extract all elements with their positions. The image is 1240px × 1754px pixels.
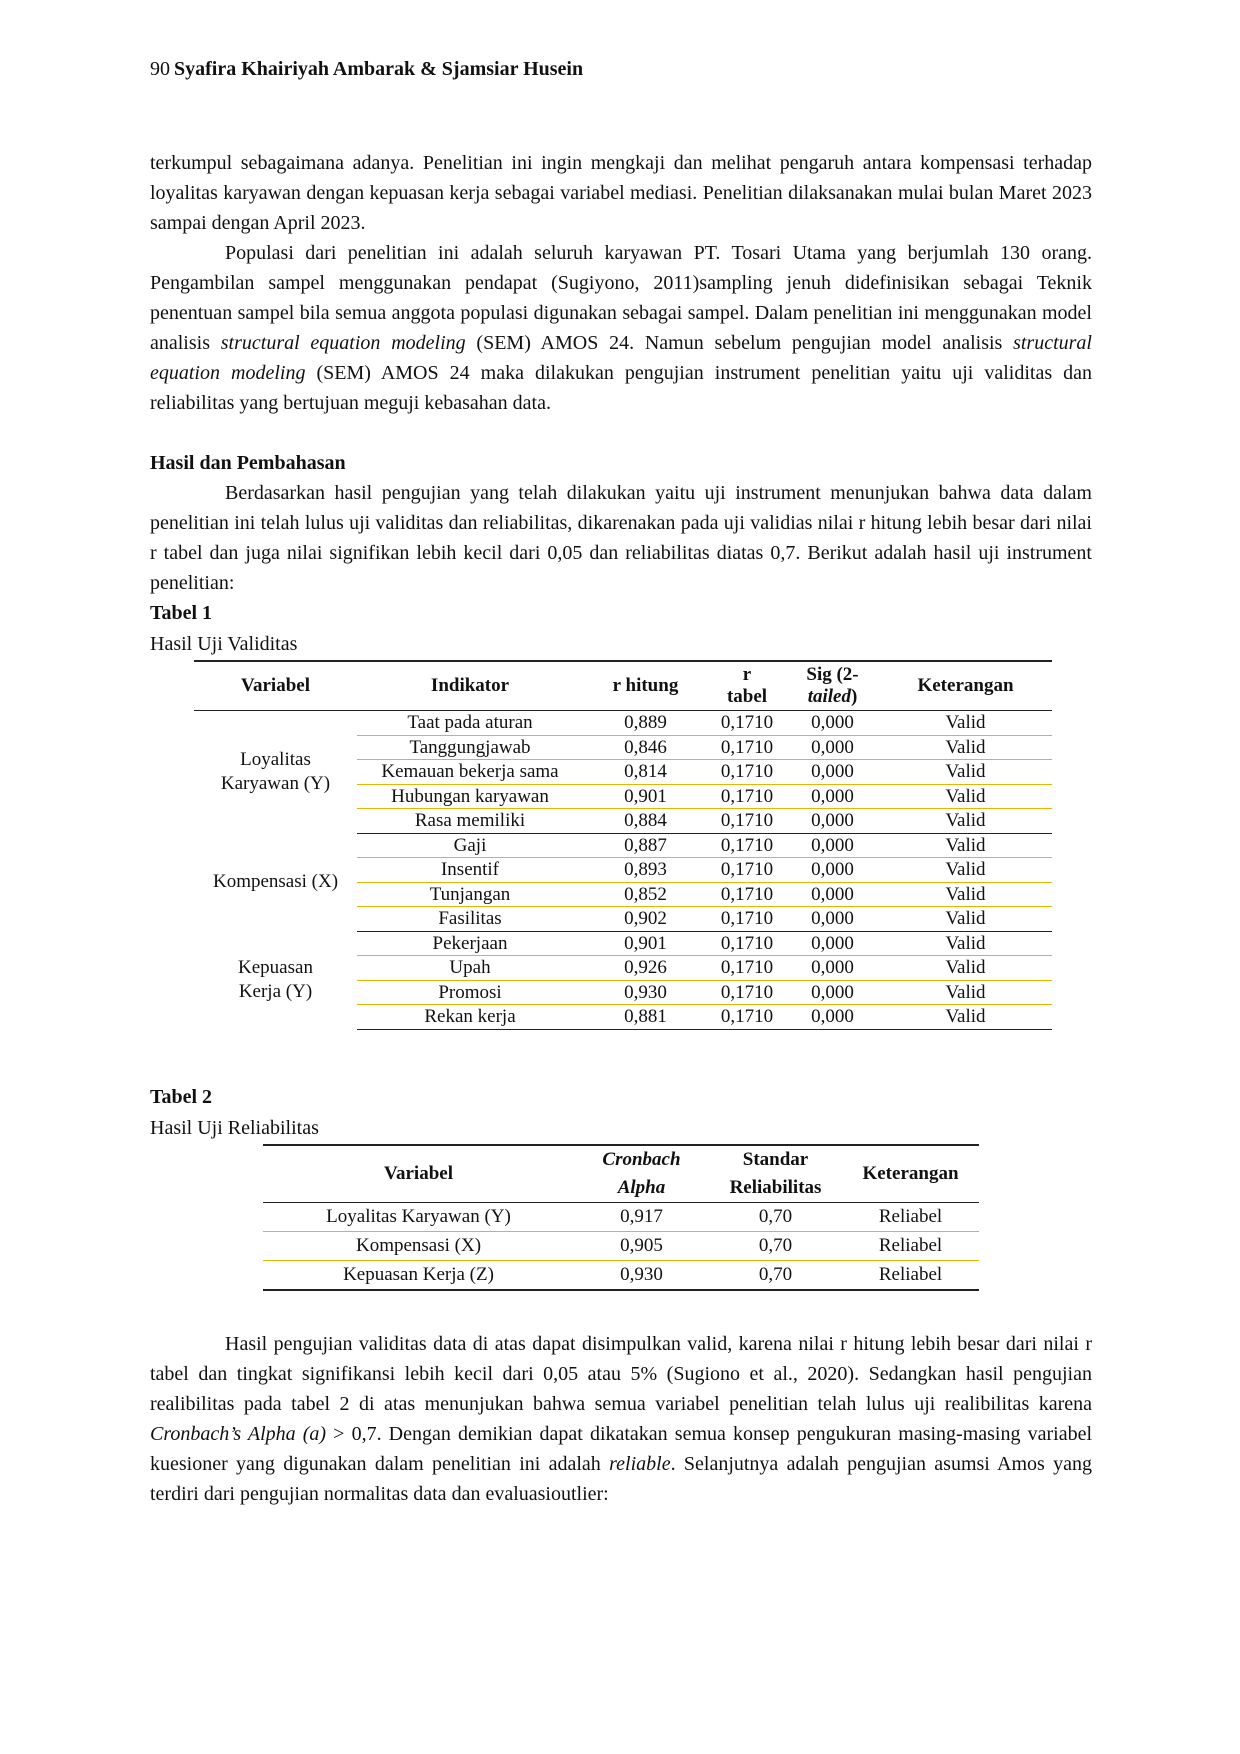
r-tabel-cell: 0,1710 <box>708 760 786 785</box>
sig-cell: 0,000 <box>786 956 879 981</box>
table-header-row <box>194 661 1052 711</box>
keterangan-cell: Reliabel <box>842 1231 979 1260</box>
indikator-cell: Tunjangan <box>357 882 583 907</box>
indikator-cell: Rekan kerja <box>357 1005 583 1030</box>
standar-line2: Reliabilitas <box>729 1176 822 1198</box>
indikator-cell: Gaji <box>357 833 583 858</box>
variable-label-line2: Kerja (Y) <box>238 981 313 1002</box>
variable-cell <box>194 931 357 1029</box>
indikator-cell: Upah <box>357 956 583 981</box>
indikator-cell: Pekerjaan <box>357 931 583 956</box>
table-row <box>263 1231 979 1260</box>
r-hitung-cell: 0,901 <box>583 931 708 956</box>
reliability-table <box>263 1144 979 1291</box>
alpha-cell: 0,917 <box>574 1202 709 1231</box>
sig-cell: 0,000 <box>786 931 879 956</box>
indikator-cell: Promosi <box>357 980 583 1005</box>
r-tabel-cell: 0,1710 <box>708 980 786 1005</box>
sig-cell: 0,000 <box>786 907 879 932</box>
r-tabel-cell: 0,1710 <box>708 907 786 932</box>
keterangan-cell: Valid <box>879 809 1052 834</box>
r-tabel-cell: 0,1710 <box>708 858 786 883</box>
r-tabel-line2: tabel <box>726 686 768 707</box>
indikator-cell: Insentif <box>357 858 583 883</box>
keterangan-cell: Valid <box>879 858 1052 883</box>
sig-cell: 0,000 <box>786 882 879 907</box>
table-row <box>194 931 1052 956</box>
running-header <box>150 58 583 81</box>
paragraph-4-text-3: . Selanjutnya adalah pengujian asumsi Amos yang terdiri dari pengujian normalitas data dan evaluasioutlier: <box>150 1452 1093 1505</box>
col-header-indikator: Indikator <box>430 675 510 696</box>
r-tabel-cell: 0,1710 <box>708 735 786 760</box>
validity-table <box>194 660 1052 1030</box>
keterangan-cell: Valid <box>879 907 1052 932</box>
r-hitung-cell: 0,814 <box>583 760 708 785</box>
alpha-cell: 0,905 <box>574 1231 709 1260</box>
variable-cell <box>194 833 357 931</box>
col-header-r-hitung: r hitung <box>612 675 679 696</box>
r-hitung-cell: 0,889 <box>583 711 708 736</box>
table-2-number: Tabel 2 <box>150 1085 213 1108</box>
sig-line2: tailed <box>807 686 851 707</box>
table-row <box>263 1260 979 1290</box>
sig-cell: 0,000 <box>786 784 879 809</box>
variable-label-line2: Karyawan (Y) <box>220 773 331 794</box>
keterangan-cell: Valid <box>879 784 1052 809</box>
r-hitung-cell: 0,901 <box>583 784 708 809</box>
table-row <box>263 1202 979 1231</box>
r-hitung-cell: 0,926 <box>583 956 708 981</box>
indikator-cell: Rasa memiliki <box>357 809 583 834</box>
sig-cell: 0,000 <box>786 858 879 883</box>
variable-label-line1: Kompensasi (X) <box>212 871 339 892</box>
indikator-cell: Kemauan bekerja sama <box>357 760 583 785</box>
keterangan-cell: Valid <box>879 980 1052 1005</box>
r-hitung-cell: 0,846 <box>583 735 708 760</box>
indikator-cell: Hubungan karyawan <box>357 784 583 809</box>
table-1-number: Tabel 1 <box>150 602 213 624</box>
validity-table-body <box>194 711 1052 1030</box>
col-header-keterangan: Keterangan <box>917 675 1014 696</box>
keterangan-cell: Valid <box>879 882 1052 907</box>
col-header-variabel: Variabel <box>241 675 310 696</box>
table-row <box>194 711 1052 736</box>
table-header-row <box>263 1145 979 1203</box>
alpha-cell: 0,930 <box>574 1260 709 1290</box>
paragraph-4-text-2: > 0,7. Dengan demikian dapat dikatakan semua konsep pengukuran masing-masing variabel kuesioner yang digunakan dalam penelitian ini adalah <box>150 1422 1093 1475</box>
paragraph-4 <box>150 1329 1092 1509</box>
r-tabel-cell: 0,1710 <box>708 711 786 736</box>
keterangan-cell: Valid <box>879 956 1052 981</box>
keterangan-cell: Valid <box>879 1005 1052 1030</box>
r-tabel-cell: 0,1710 <box>708 809 786 834</box>
table-1-title: Hasil Uji Validitas <box>150 633 298 655</box>
r-hitung-cell: 0,884 <box>583 809 708 834</box>
paragraph-2-italic-2: structural equation modeling <box>150 332 1092 384</box>
r-hitung-cell: 0,902 <box>583 907 708 932</box>
paragraph-2-italic-1: structural equation modeling <box>220 332 466 354</box>
sig-cell: 0,000 <box>786 980 879 1005</box>
r-hitung-cell: 0,852 <box>583 882 708 907</box>
paragraph-2-text-3: (SEM) AMOS 24 maka dilakukan pengujian instrument penelitian yaitu uji validitas dan reliabilitas yang bertujuan meguji kebasahan data. <box>150 362 1092 414</box>
paragraph-3: Berdasarkan hasil pengujian yang telah dilakukan yaitu uji instrument menunjukan bahwa data dalam penelitian ini telah lulus uji validitas dan reliabilitas, dikarenakan pada uji validias nilai r hitung lebih besar dari nilai r tabel dan juga nilai signifikan lebih kecil dari 0,05 dan reliabilitas diatas 0,7. Berikut adalah hasil uji instrument penelitian: <box>150 482 1092 594</box>
cronbach-line2: Alpha <box>617 1176 666 1198</box>
sig-line2-paren: ) <box>850 686 858 707</box>
indikator-cell: Fasilitas <box>357 907 583 932</box>
sig-cell: 0,000 <box>786 833 879 858</box>
variable-label-line1: Loyalitas <box>240 749 311 770</box>
keterangan-cell: Reliabel <box>842 1260 979 1290</box>
keterangan-cell: Valid <box>879 711 1052 736</box>
table-row <box>194 833 1052 858</box>
sig-cell: 0,000 <box>786 809 879 834</box>
section-heading: Hasil dan Pembahasan <box>150 452 346 474</box>
page-number: 90 <box>150 58 170 80</box>
cronbach-line1: Cronbach <box>602 1148 681 1170</box>
keterangan-cell: Valid <box>879 833 1052 858</box>
col-header-sig <box>786 661 879 711</box>
r-hitung-cell: 0,893 <box>583 858 708 883</box>
sig-cell: 0,000 <box>786 711 879 736</box>
col-header-r-tabel <box>708 661 786 711</box>
sig-cell: 0,000 <box>786 735 879 760</box>
standar-cell: 0,70 <box>709 1260 842 1290</box>
keterangan-cell: Valid <box>879 760 1052 785</box>
body-text <box>150 148 1092 1509</box>
indikator-cell: Tanggungjawab <box>357 735 583 760</box>
paragraph-4-text-1: Hasil pengujian validitas data di atas dapat disimpulkan valid, karena nilai r hitung lebih besar dari nilai r tabel dan tingkat signifikansi lebih kecil dari 0,05 atau 5% (Sugiono et al., 2020). Sedangkan hasil pengujian realibilitas pada tabel 2 di atas menunjukan bahwa semua variabel penelitian telah lulus uji realibilitas karena <box>150 1332 1092 1415</box>
r-hitung-cell: 0,881 <box>583 1005 708 1030</box>
variabel-cell: Loyalitas Karyawan (Y) <box>263 1202 574 1231</box>
variable-label-line1: Kepuasan <box>238 957 313 978</box>
paragraph-4-italic-2: reliable <box>609 1452 671 1475</box>
paragraph-2-text-2: (SEM) AMOS 24. Namun sebelum pengujian model analisis <box>465 332 1014 354</box>
standar-cell: 0,70 <box>709 1231 842 1260</box>
r-tabel-line1: r <box>742 664 752 685</box>
reliability-table-body <box>263 1202 979 1290</box>
sig-cell: 0,000 <box>786 1005 879 1030</box>
r-tabel-cell: 0,1710 <box>708 882 786 907</box>
indikator-cell: Taat pada aturan <box>357 711 583 736</box>
paragraph-2 <box>150 238 1092 418</box>
r-hitung-cell: 0,887 <box>583 833 708 858</box>
standar-line1: Standar <box>742 1148 809 1170</box>
paragraph-1: terkumpul sebagaimana adanya. Penelitian ini ingin mengkaji dan melihat pengaruh antara kompensasi terhadap loyalitas karyawan dengan kepuasan kerja sebagai variabel mediasi. Penelitian dilaksanakan mulai bulan Maret 2023 sampai dengan April 2023. <box>150 152 1092 234</box>
keterangan-cell: Valid <box>879 735 1052 760</box>
standar-cell: 0,70 <box>709 1202 842 1231</box>
r-tabel-cell: 0,1710 <box>708 784 786 809</box>
variabel-cell: Kompensasi (X) <box>263 1231 574 1260</box>
variable-cell <box>194 711 357 834</box>
running-header-authors: Syafira Khairiyah Ambarak & Sjamsiar Husein <box>174 58 584 80</box>
col-header-variabel: Variabel <box>384 1162 453 1184</box>
r-tabel-cell: 0,1710 <box>708 1005 786 1030</box>
r-tabel-cell: 0,1710 <box>708 956 786 981</box>
r-hitung-cell: 0,930 <box>583 980 708 1005</box>
keterangan-cell: Valid <box>879 931 1052 956</box>
paragraph-4-italic-1: Cronbach’s Alpha (a) <box>150 1422 327 1445</box>
col-header-standar-reliabilitas <box>709 1145 842 1203</box>
r-tabel-cell: 0,1710 <box>708 931 786 956</box>
col-header-keterangan: Keterangan <box>862 1162 959 1184</box>
col-header-cronbach-alpha <box>574 1145 709 1203</box>
keterangan-cell: Reliabel <box>842 1202 979 1231</box>
r-tabel-cell: 0,1710 <box>708 833 786 858</box>
paragraph-2-text-1: Populasi dari penelitian ini adalah seluruh karyawan PT. Tosari Utama yang berjumlah 130 orang. Pengambilan sampel menggunakan pendapat (Sugiyono, 2011)sampling jenuh didefinisikan sebagai Teknik penentuan sampel bila semua anggota populasi digunakan sebagai sampel. Dalam penelitian ini menggunakan model analisis <box>150 242 1092 354</box>
sig-cell: 0,000 <box>786 760 879 785</box>
table-2-title: Hasil Uji Reliabilitas <box>150 1116 319 1139</box>
sig-line1: Sig (2- <box>806 664 859 685</box>
variabel-cell: Kepuasan Kerja (Z) <box>263 1260 574 1290</box>
